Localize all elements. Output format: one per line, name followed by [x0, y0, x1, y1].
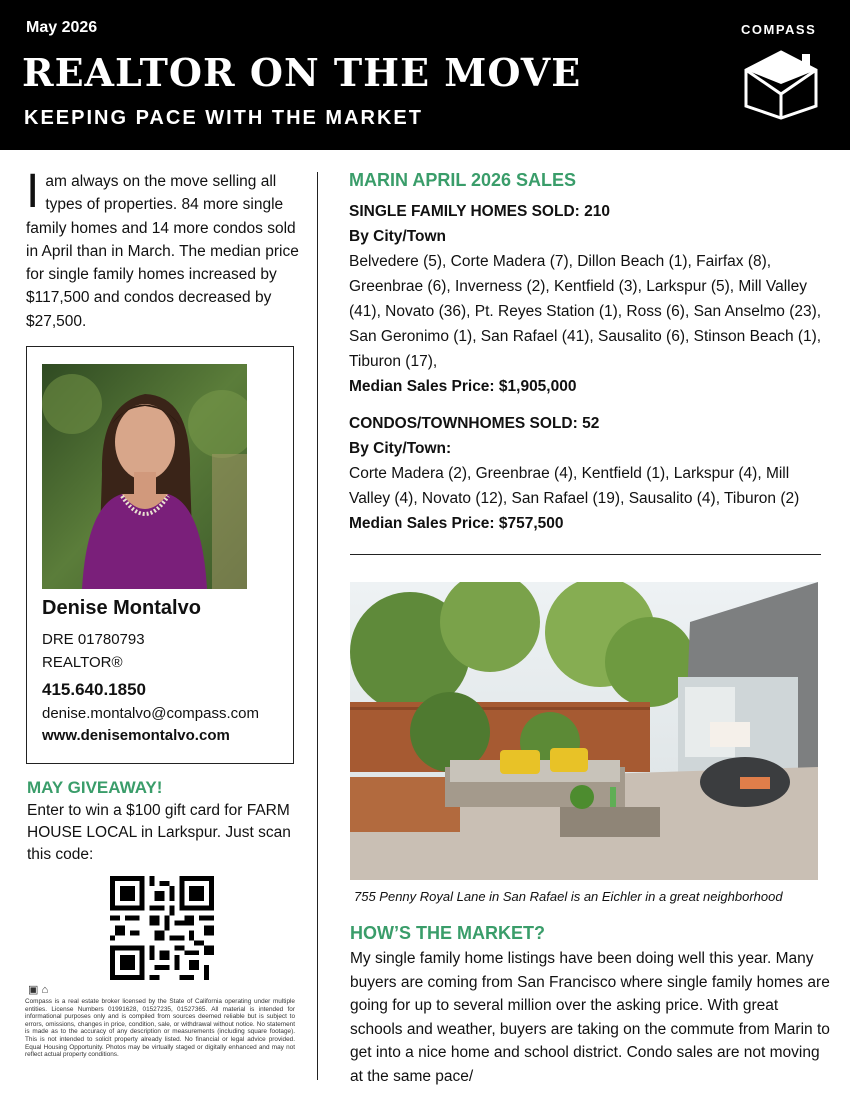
agent-card [26, 346, 294, 764]
sfh-by-label: By City/Town [349, 228, 447, 245]
sfh-city-list: Belvedere (5), Corte Madera (7), Dillon Beach (1), Fairfax (8), Greenbrae (6), Inverness (2), Kentfield (3), Larkspur (5), Mill Valley (41), Novato (36), Pt. Reyes Station (1), Ross (6), San Anselmo (23), San Geronimo (1), San Rafael (41), Sausalito (6), Stinson Beach (1), Tiburon (17), [349, 253, 822, 370]
agent-dre: DRE 01780793 [42, 631, 145, 648]
condo-median-price: Median Sales Price: $757,500 [349, 515, 564, 532]
condo-by-label: By City/Town: [349, 440, 452, 457]
intro-dropcap: I [26, 165, 40, 218]
equal-housing-icon: ▣ ⌂ [28, 984, 49, 996]
agent-email-link[interactable]: denise.montalvo@compass.com [42, 705, 259, 722]
condo-title: CONDOS/TOWNHOMES SOLD: 52 [349, 415, 600, 432]
sfh-median-price: Median Sales Price: $1,905,000 [349, 378, 577, 395]
photo-caption: 755 Penny Royal Lane in San Rafael is an Eichler in a great neighborhood [354, 889, 783, 904]
agent-photo [42, 364, 247, 589]
market-heading: HOW’S THE MARKET? [350, 923, 545, 943]
legal-disclaimer: Compass is a real estate broker licensed by the State of California operating under multiple entities. License Numbers 01991628, 01527235, 01527365. All material is intended for informational purposes only and is compiled from sources deemed reliable but is subject to errors, omissions, changes in price, condition, sale, or withdrawal without notice. No statement is made as to the accuracy of any description or measurements (including square footage). This is not intended to solicit property already listed. No financial or legal advice provided. Equal Housing Opportunity. Photos may be virtually staged or digitally enhanced and may not reflect actual property conditions. [25, 998, 295, 1059]
compass-house-logo-icon [742, 48, 820, 120]
column-divider [317, 172, 318, 1080]
sfh-section [349, 199, 827, 399]
condo-section [349, 411, 827, 536]
page-title: REALTOR ON THE MOVE [22, 50, 582, 95]
sales-heading: MARIN APRIL 2026 SALES [349, 170, 577, 190]
giveaway-text: Enter to win a $100 gift card for FARM HOUSE LOCAL in Larkspur. Just scan this code: [27, 802, 291, 863]
issue-date: May 2026 [26, 19, 98, 36]
intro-text: am always on the move selling all types of properties. 84 more single family homes and 14 more condos sold in April than in March. The median price for single family homes increased by $117,500 and condos decreased by $27,500. [26, 173, 299, 330]
agent-website-link[interactable]: www.denisemontalvo.com [42, 727, 230, 744]
agent-phone[interactable]: 415.640.1850 [42, 680, 146, 699]
section-divider [350, 554, 821, 555]
market-text: My single family home listings have been doing well this year. Many buyers are coming from San Francisco where single family homes are going for up to several million over the asking price. With great schools and weather, buyers are taking on the commute from Marin to get into a nice home and school district. Condo sales are not moving at the same pace/ [350, 950, 830, 1085]
giveaway-heading: MAY GIVEAWAY! [27, 778, 163, 797]
page-header [0, 0, 850, 150]
agent-name: Denise Montalvo [42, 597, 201, 619]
agent-role: REALTOR® [42, 654, 123, 671]
property-photo [350, 582, 818, 880]
page-subtitle: KEEPING PACE WITH THE MARKET [24, 107, 423, 129]
intro-paragraph [26, 165, 306, 333]
sfh-title: SINGLE FAMILY HOMES SOLD: 210 [349, 203, 610, 220]
condo-city-list: Corte Madera (2), Greenbrae (4), Kentfield (1), Larkspur (4), Mill Valley (4), Novato (12), San Rafael (19), Sausalito (4), Tiburon (2) [349, 465, 800, 507]
qr-code[interactable] [110, 876, 214, 980]
brand-name: COMPASS [741, 22, 817, 37]
